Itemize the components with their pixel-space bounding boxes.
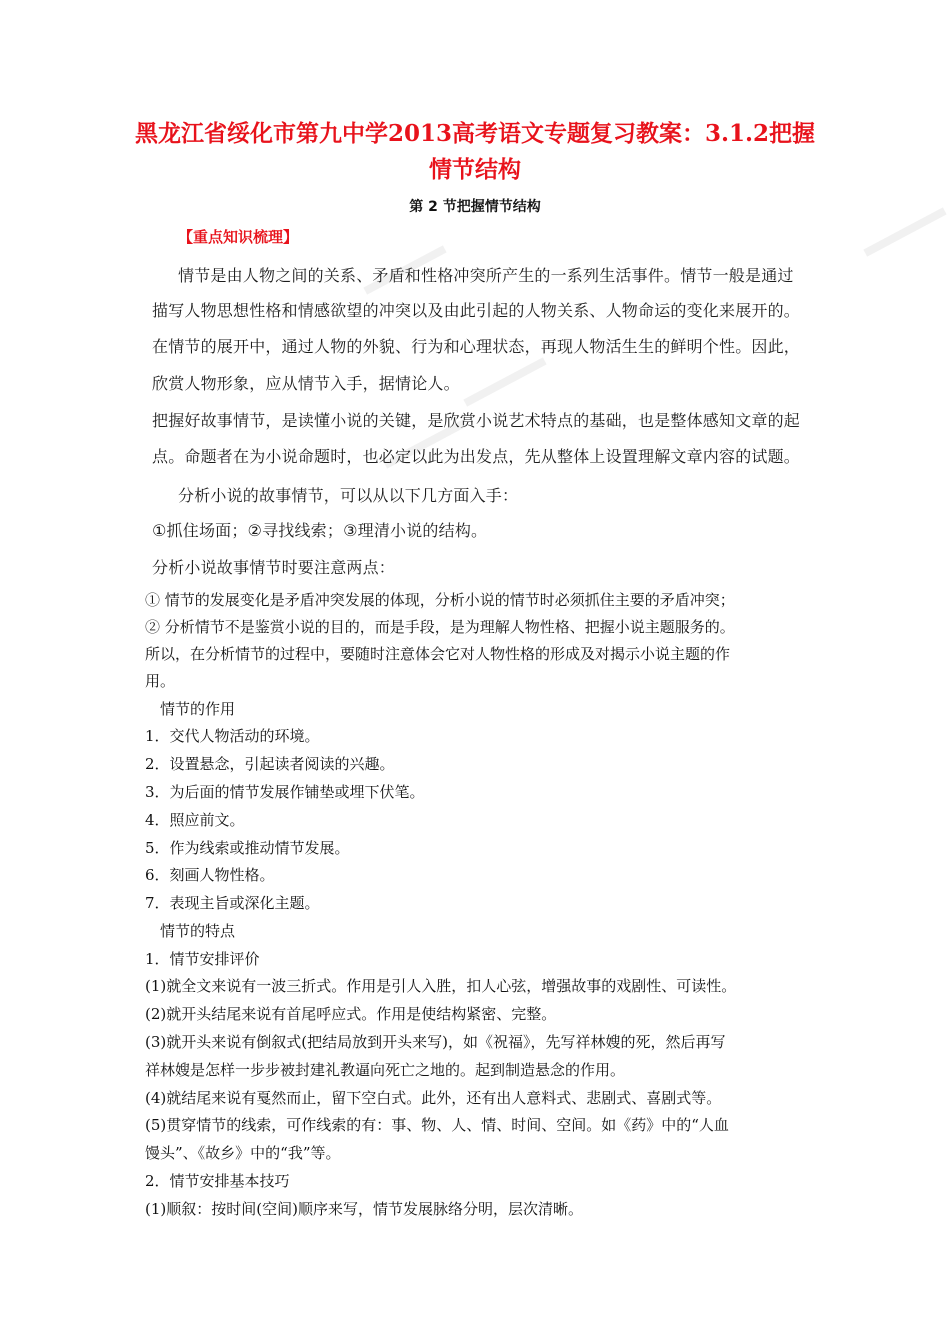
body-line: (1)顺叙：按时间(空间)顺序来写，情节发展脉络分明，层次清晰。 xyxy=(145,1200,583,1218)
body-line: (4)就结尾来说有戛然而止，留下空白式。此外，还有出人意料式、悲剧式、喜剧式等。 xyxy=(145,1089,722,1107)
body-line: ② 分析情节不是鉴赏小说的目的，而是手段，是为理解人物性格、把握小说主题服务的。 xyxy=(145,618,735,636)
body-line: (3)就开头来说有倒叙式(把结局放到开头来写)，如《祝福》，先写祥林嫂的死，然后再写 xyxy=(145,1033,726,1051)
section-heading: 第 2 节把握情节结构 xyxy=(409,199,541,215)
body-line: 情节的特点 xyxy=(160,922,236,940)
document-title-line-2: 情节结构 xyxy=(429,156,521,183)
paragraph-line: ①抓住场面；②寻找线索；③理清小说的结构。 xyxy=(152,521,488,540)
paragraph-line: 欣赏人物形象，应从情节入手，据情论人。 xyxy=(152,374,460,393)
body-line: (1)就全文来说有一波三折式。作用是引人入胜，扣人心弦，增强故事的戏剧性、可读性。 xyxy=(145,977,737,995)
body-line: 7．表现主旨或深化主题。 xyxy=(145,894,320,912)
paragraph-line: 分析小说故事情节时要注意两点： xyxy=(152,558,396,577)
body-line: ① 情节的发展变化是矛盾冲突发展的体现，分析小说的情节时必须抓住主要的矛盾冲突； xyxy=(145,591,735,609)
body-line: (5)贯穿情节的线索，可作线索的有：事、物、人、情、时间、空间。如《药》中的“人血 xyxy=(145,1116,729,1134)
paragraph-line: 在情节的展开中，通过人物的外貌、行为和心理状态，再现人物活生生的鲜明个性。因此， xyxy=(152,337,801,356)
document-title-line-1: 黑龙江省绥化市第九中学2013高考语文专题复习教案：3.1.2把握 xyxy=(134,120,816,147)
paragraph-line: 分析小说的故事情节，可以从以下几方面入手： xyxy=(178,486,519,505)
paragraph-line: 把握好故事情节，是读懂小说的关键，是欣赏小说艺术特点的基础，也是整体感知文章的起 xyxy=(152,411,801,430)
body-line: 所以，在分析情节的过程中，要随时注意体会它对人物性格的形成及对揭示小说主题的作 xyxy=(145,645,731,663)
body-line: 2．设置悬念，引起读者阅读的兴趣。 xyxy=(145,755,395,773)
body-line: 用。 xyxy=(145,672,176,690)
body-line: 2．情节安排基本技巧 xyxy=(145,1172,290,1190)
watermark-mark xyxy=(463,357,546,406)
paragraph-line: 描写人物思想性格和情感欲望的冲突以及由此引起的人物关系、人物命运的变化来展开的。 xyxy=(152,301,801,320)
body-line: (2)就开头结尾来说有首尾呼应式。作用是使结构紧密、完整。 xyxy=(145,1005,557,1023)
paragraph-line: 点。命题者在为小说命题时，也必定以此为出发点，先从整体上设置理解文章内容的试题。 xyxy=(152,447,801,466)
body-line: 1．情节安排评价 xyxy=(145,950,260,968)
key-points-label: 【重点知识梳理】 xyxy=(178,228,299,246)
paragraph-line: 情节是由人物之间的关系、矛盾和性格冲突所产生的一系列生活事件。情节一般是通过 xyxy=(178,266,794,285)
body-line: 5．作为线索或推动情节发展。 xyxy=(145,839,350,857)
body-line: 4．照应前文。 xyxy=(145,811,245,829)
body-line: 3．为后面的情节发展作铺垫或埋下伏笔。 xyxy=(145,783,425,801)
body-line: 6．刻画人物性格。 xyxy=(145,866,275,884)
body-line: 1．交代人物活动的环境。 xyxy=(145,727,320,745)
body-line: 馒头”、《故乡》中的“我”等。 xyxy=(145,1144,341,1162)
body-line: 祥林嫂是怎样一步步被封建礼教逼向死亡之地的。起到制造悬念的作用。 xyxy=(145,1061,626,1079)
body-line: 情节的作用 xyxy=(160,700,236,718)
